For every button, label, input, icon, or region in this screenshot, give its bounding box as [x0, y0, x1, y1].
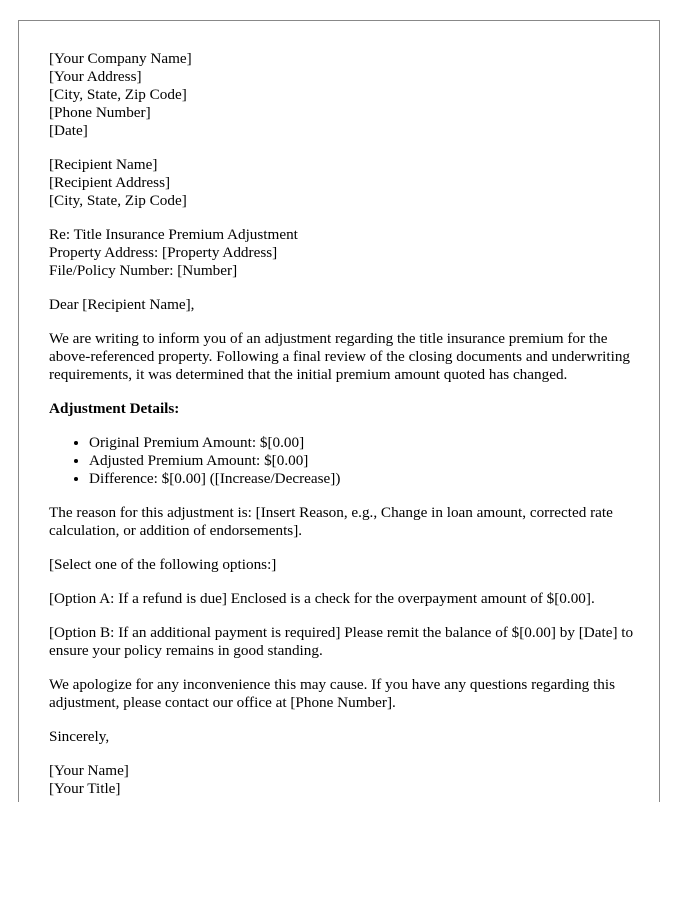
signature-title: [Your Title]	[49, 780, 121, 797]
letter-date: [Date]	[49, 122, 88, 139]
letter-body	[49, 50, 634, 802]
recipient-city-state-zip: [City, State, Zip Code]	[49, 192, 187, 209]
recipient-address: [Recipient Address]	[49, 174, 171, 191]
letter-page	[18, 20, 660, 802]
salutation: Dear [Recipient Name],	[49, 296, 195, 313]
sender-address: [Your Address]	[49, 68, 142, 85]
adjustment-item-original: • Original Premium Amount: $[0.00]	[89, 434, 634, 452]
recipient-name: [Recipient Name]	[49, 156, 158, 173]
reference-file-number: File/Policy Number: [Number]	[49, 262, 238, 279]
sender-block	[49, 50, 634, 140]
sender-company: [Your Company Name]	[49, 50, 192, 67]
apology-paragraph: We apologize for any inconvenience this may cause. If you have any questions regarding this adjustment, please contact our office at [Phone Number].	[49, 676, 616, 711]
option-b-paragraph: [Option B: If an additional payment is required] Please remit the balance of $[0.00] by [Date] to ensure your policy remains in good standing.	[49, 624, 634, 659]
adjustment-item-difference: • Difference: $[0.00] ([Increase/Decrease])	[89, 470, 634, 488]
reference-property: Property Address: [Property Address]	[49, 244, 278, 261]
select-options-note: [Select one of the following options:]	[49, 556, 277, 573]
reference-subject: Re: Title Insurance Premium Adjustment	[49, 226, 298, 243]
reference-block	[49, 226, 634, 280]
reason-paragraph: The reason for this adjustment is: [Insert Reason, e.g., Change in loan amount, corrected rate calculation, or addition of endorsements].	[49, 504, 613, 539]
signature-name: [Your Name]	[49, 762, 129, 779]
signature-block	[49, 762, 634, 798]
recipient-block	[49, 156, 634, 210]
adjustment-list	[49, 434, 634, 488]
adjustment-item-adjusted: • Adjusted Premium Amount: $[0.00]	[89, 452, 634, 470]
intro-paragraph: We are writing to inform you of an adjustment regarding the title insurance premium for the above-referenced property. Following a final review of the closing documents and underwriting requirements, it was determined that the initial premium amount quoted has changed.	[49, 330, 631, 383]
sender-city-state-zip: [City, State, Zip Code]	[49, 86, 187, 103]
adjustment-heading: Adjustment Details:	[49, 400, 180, 417]
closing: Sincerely,	[49, 728, 110, 745]
option-a-paragraph: [Option A: If a refund is due] Enclosed is a check for the overpayment amount of $[0.00].	[49, 590, 595, 607]
sender-phone: [Phone Number]	[49, 104, 151, 121]
